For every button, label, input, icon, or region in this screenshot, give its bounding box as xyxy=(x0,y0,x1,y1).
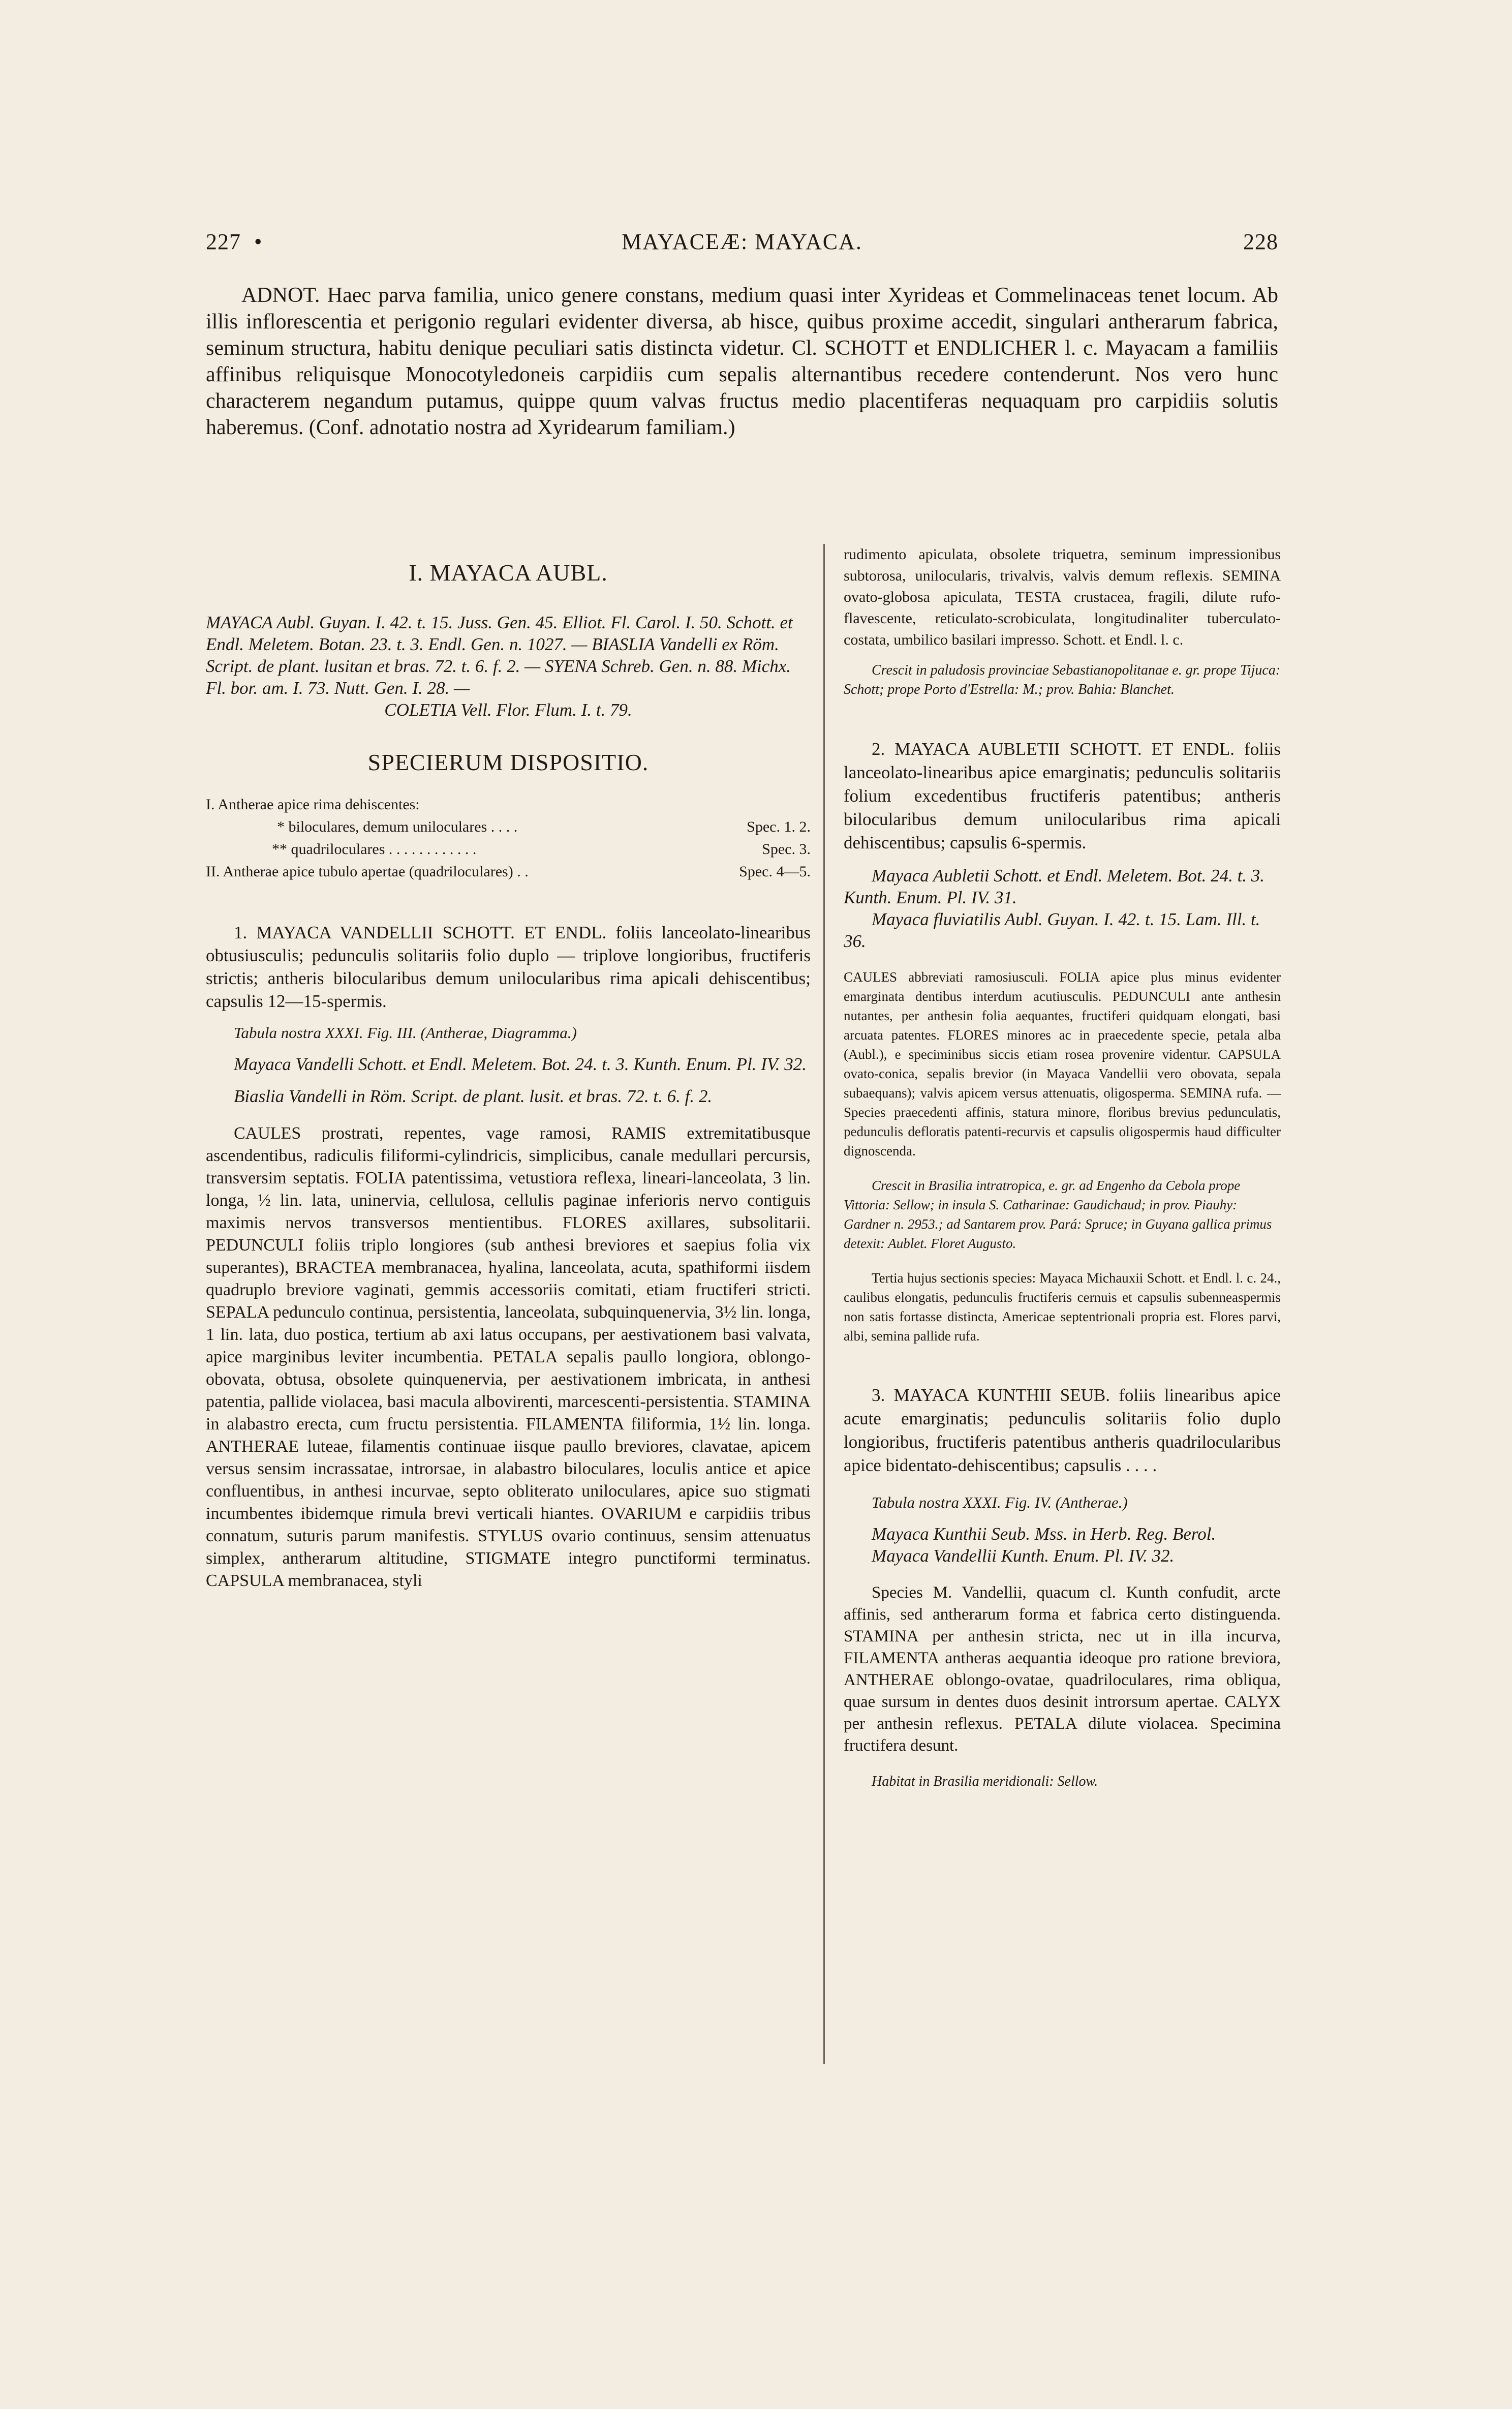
species1-habitat: Crescit in paludosis provinciae Sebastianopolitanae e. gr. prope Tijuca: Schott; prope Porto d'Estrella: M.; prov. Bahia: Blanchet. xyxy=(844,662,1281,697)
species3-synonym: Mayaca Kunthii Seub. Mss. in Herb. Reg. Berol. xyxy=(872,1524,1216,1544)
dispositio-row: II. Antherae apice tubulo apertae (quadriloculares) . . Spec. 4—5. xyxy=(206,863,811,880)
species3-tabula: Tabula nostra XXXI. Fig. IV. (Antherae.) xyxy=(872,1493,1128,1511)
species1-description-cont: rudimento apiculata, obsolete triquetra, seminum impressionibus subtorosa, unilocularis, trivalvis, valvis demum reflexis. SEMINA ovato-globosa apiculata, TESTA crustacea, fragili, dilute rufo-flavescente, reticulato-scrobiculata, longitudinaliter tuberculato-costata, umbilico basilari impresso. Schott. et Endl. l. c. xyxy=(844,546,1281,648)
intro-adnotatio: ADNOT. Haec parva familia, unico genere constans, medium quasi inter Xyrideas et Commelinaceas tenet locum. Ab illis inflorescentia et perigonio regulari evidenter diversa, ab hisce, quibus proxime accedit, singulari antherarum fabrica, seminum structura, habitu denique peculiari satis distincta videtur. Cl. SCHOTT et ENDLICHER l. c. Mayacam a familiis affinibus reliquisque Monocotyledoneis carpidiis cum sepalis alternantibus recedere contenderunt. Nos vero hunc characterem negandum putamus, quippe quum valvas fructus medio placentiferas nequaquam pro carpidiis solutis haberemus. (Conf. adnotatio nostra ad Xyridearum familiam.) xyxy=(206,284,1278,439)
genus-heading: I. MAYACA AUBL. xyxy=(409,560,608,586)
species2-synonym: Mayaca fluviatilis Aubl. Guyan. I. 42. t. 15. Lam. Ill. t. 36. xyxy=(844,909,1260,951)
species3-synonym: Mayaca Vandellii Kunth. Enum. Pl. IV. 32. xyxy=(872,1546,1175,1566)
species3-habitat: Habitat in Brasilia meridionali: Sellow. xyxy=(872,1774,1098,1789)
species2-habitat: Crescit in Brasilia intratropica, e. gr. ad Engenho da Cebola prope Vittoria: Sellow; in insula S. Catharinae: Gaudichaud; in prov. Piauhy: Gardner n. 2953.; ad Santarem prov. Pará: Spruce; in Guyana gallica primus detexit: Aublet. Floret Augusto. xyxy=(844,1178,1272,1251)
page-number-left: 227 xyxy=(206,229,241,254)
species2-description: CAULES abbreviati ramosiusculi. FOLIA apice plus minus evidenter emarginata dentibus interdum acutiusculis. PEDUNCULI ante anthesin nutantes, per anthesin folia aequantes, fructiferi quidquam elongati, basi arcuata patentes. FLORES minores ac in praecedente specie, petala alba (Aubl.), e speciminibus siccis etiam rosea provenire videntur. CAPSULA ovato-conica, sepalis brevior (in Mayaca Vandellii vero obovata, sepala subaequans); valvis apicem versus attenuatis, oligosperma. SEMINA rufa. — Species praecedenti affinis, statura minore, floribus brevius pedunculatis, pedunculis defloratis patenti-recurvis et capsulis oligospermis haud difficulter dignoscenda. xyxy=(844,969,1281,1158)
dispositio-row: * biloculares, demum uniloculares . . . . Spec. 1. 2. xyxy=(277,818,811,835)
species1-tabula: Tabula nostra XXXI. Fig. III. (Antherae, Diagramma.) xyxy=(234,1024,577,1042)
page-number-right: 228 xyxy=(1243,229,1278,254)
species1-synonym: Biaslia Vandelli in Röm. Script. de plant. lusit. et bras. 72. t. 6. f. 2. xyxy=(234,1086,713,1106)
species2-diagnosis: 2. MAYACA AUBLETII SCHOTT. ET ENDL. foliis lanceolato-linearibus apice emarginatis; pedunculis solitariis folium excedentibus fructiferis patentibus; antheris bilocularibus demum unilocularibus rima apicali dehiscentibus; capsulis 6-spermis. xyxy=(844,739,1281,852)
species1-description: CAULES prostrati, repentes, vage ramosi, RAMIS extremitatibusque ascendentibus, radiculis filiformi-cylindricis, simplicibus, canale medullari percursis, transversim septatis. FOLIA patentissima, vetustiora reflexa, lineari-lanceolata, 3 lin. longa, ½ lin. lata, uninervia, cellulosa, cellulis paginae inferioris nervo contiguis maximis nervos transversos mentientibus. FLORES axillares, subsolitarii. PEDUNCULI foliis triplo longiores (sub anthesi breviores et saepius folia vix superantes), BRACTEA membranacea, hyalina, lanceolata, acuta, spathiformi iisdem quadruplo breviore vaginati, gemmis accessoriis comitati, etiam fructiferi stricti. SEPALA pedunculo continua, persistentia, lanceolata, subquinquenervia, 3½ lin. longa, 1 lin. lata, duo postica, tertium ab axi latus occupans, per aestivationem basi valvata, apice marginibus leviter incumbentia. PETALA sepalis paullo longiora, oblongo-obovata, obtusa, obsolete quinquenervia, per aestivationem imbricata, in anthesi patentia, pallide violacea, basi macula albovirenti, marcescenti-persistentia. STAMINA in alabastro erecta, cum fructu persistentia. FILAMENTA filiformia, 1½ lin. longa. ANTHERAE luteae, filamentis continuae iisque paullo breviores, clavatae, apicem versus sensim incrassatae, introrsae, in alabastro biloculares, loculis antice et apice confluentibus, in anthesi incurvae, septo obliterato uniloculares, apice suo stigmati incumbentes ibidemque rimula brevi verticali hiantes. OVARIUM e carpidiis tribus connatum, suturis parum manifestis. STYLUS ovario continuus, sensim attenuatus simplex, antherarum altitudine, STIGMATE integro punctiformi terminatus. CAPSULA membranacea, styli xyxy=(206,1124,811,1590)
genus-synonymy-tail: COLETIA Vell. Flor. Flum. I. t. 79. xyxy=(384,700,632,720)
dispositio-list xyxy=(206,794,811,883)
right-column xyxy=(844,544,1281,1791)
genus-synonymy: MAYACA Aubl. Guyan. I. 42. t. 15. Juss. Gen. 45. Elliot. Fl. Carol. I. 50. Schott. et Endl. Meletem. Botan. 23. t. 3. Endl. Gen. n. 1027. — BIASLIA Vandelli ex Röm. Script. de plant. lusitan et bras. 72. t. 6. f. 2. — SYENA Schreb. Gen. n. 88. Michx. Fl. bor. am. I. 73. Nutt. Gen. I. 28. — xyxy=(206,613,793,698)
species-note: Tertia hujus sectionis species: Mayaca Michauxii Schott. et Endl. l. c. 24., caulibus elongatis, pedunculis fructiferis cernuis et capsulis subenneaspermis non satis fortasse distincta, Americae septentrionali propria est. Flores parvi, albi, semina pallide rufa. xyxy=(844,1270,1281,1344)
dispositio-row: I. Antherae apice rima dehiscentes: xyxy=(206,796,420,813)
species3-diagnosis: 3. MAYACA KUNTHII SEUB. foliis linearibus apice acute emarginatis; pedunculis solitariis folio duplo longioribus, fructiferis patentibus antheris quadrilocularibus apice bidentato-dehiscentibus; capsulis . . . . xyxy=(844,1385,1281,1475)
species3-description: Species M. Vandellii, quacum cl. Kunth confudit, arcte affinis, sed antherarum forma et fabrica certo distinguenda. STAMINA per anthesin stricta, nec ut in illa incurva, FILAMENTA antheras aequantia ideoque pro ratione breviora, ANTHERAE oblongo-ovatae, quadriloculares, rima obliqua, quae sursum in dentes duos desinit introrsum apertae. CALYX per anthesin reflexus. PETALA dilute violacea. Specimina fructifera desunt. xyxy=(844,1583,1281,1755)
header-bullet: • xyxy=(254,229,263,254)
running-title: MAYACEÆ: MAYACA. xyxy=(622,229,862,254)
column-rule xyxy=(823,544,825,2064)
species1-diagnosis: 1. MAYACA VANDELLII SCHOTT. ET ENDL. foliis lanceolato-linearibus obtusiusculis; pedunculis solitariis folio duplo — triplove longioribus, fructiferis strictis; antheris bilocularibus demum unilocularibus rima apicali dehiscentibus; capsulis 12—15-spermis. xyxy=(206,923,811,1011)
species1-synonym: Mayaca Vandelli Schott. et Endl. Meletem. Bot. 24. t. 3. Kunth. Enum. Pl. IV. 32. xyxy=(234,1054,807,1074)
left-column xyxy=(206,544,811,1592)
dispositio-row: ** quadriloculares . . . . . . . . . . . . Spec. 3. xyxy=(272,841,811,858)
species2-synonym: Mayaca Aubletii Schott. et Endl. Meletem. Bot. 24. t. 3. Kunth. Enum. Pl. IV. 31. xyxy=(844,866,1265,907)
dispositio-heading: SPECIERUM DISPOSITIO. xyxy=(367,749,649,775)
running-header xyxy=(206,229,1278,264)
